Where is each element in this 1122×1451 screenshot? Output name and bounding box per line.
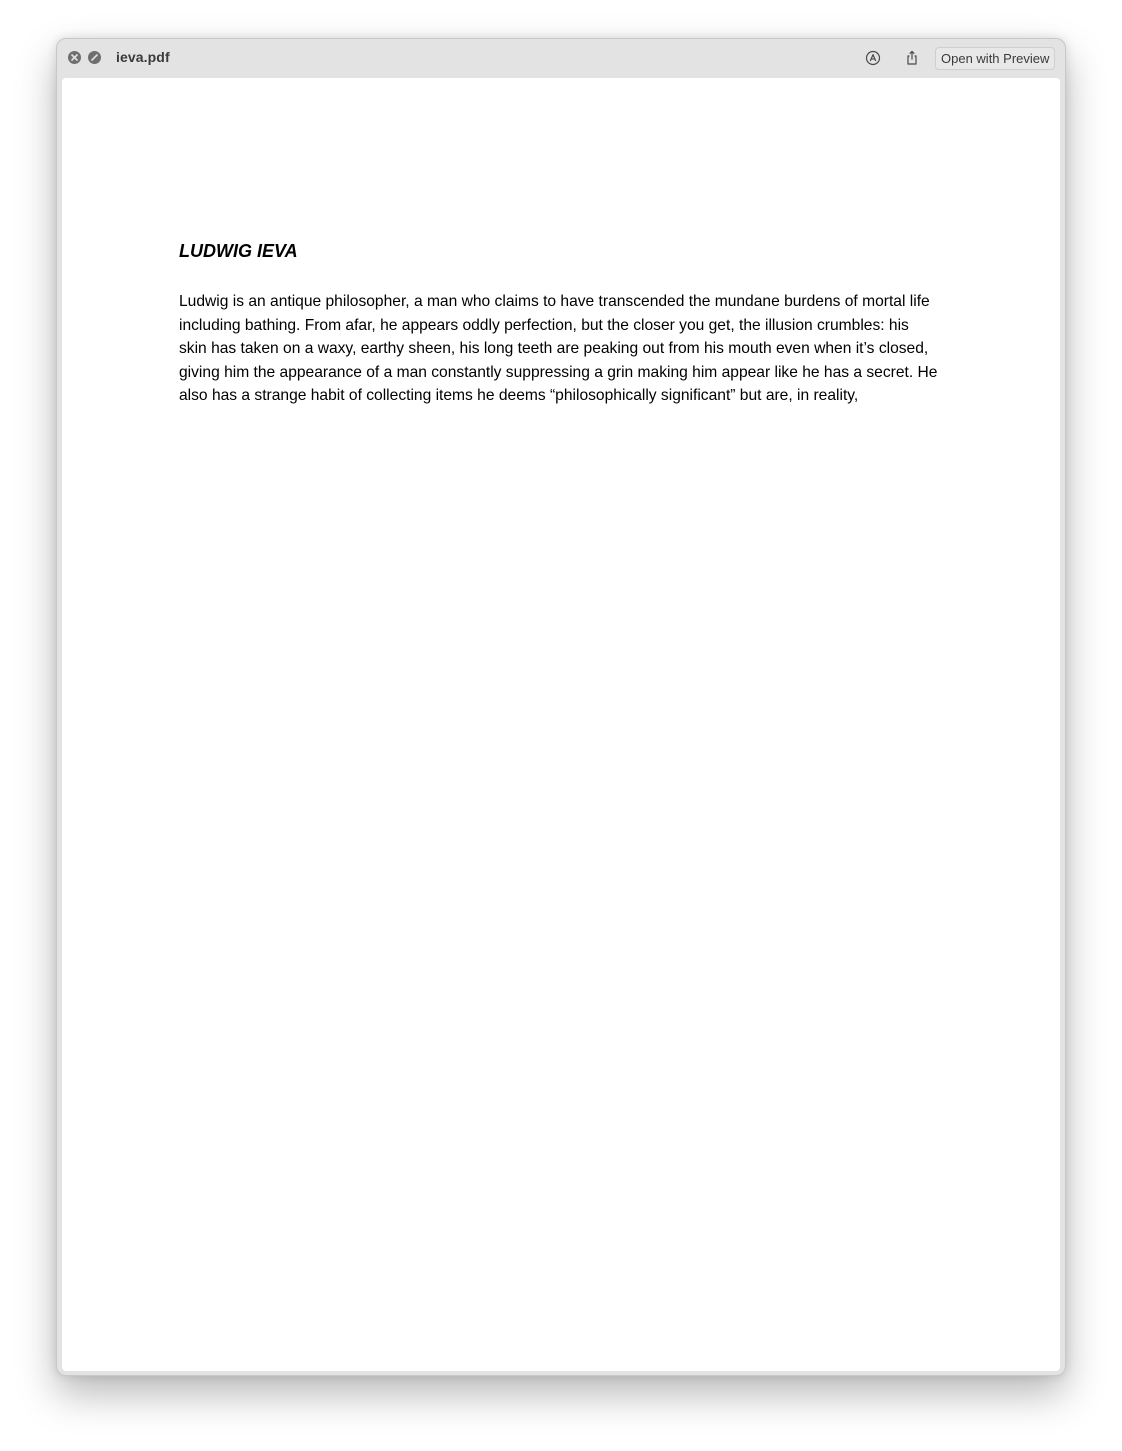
quicklook-window xyxy=(56,38,1066,1376)
close-icon xyxy=(68,51,81,64)
share-button[interactable] xyxy=(903,49,921,67)
fullscreen-icon xyxy=(88,51,101,64)
markup-button[interactable] xyxy=(864,49,882,67)
close-button[interactable] xyxy=(68,51,81,64)
title-bar[interactable] xyxy=(57,39,1065,77)
pdf-page xyxy=(62,78,1060,1371)
fullscreen-button[interactable] xyxy=(88,51,101,64)
document-heading: LUDWIG IEVA xyxy=(179,241,298,261)
document-body-text: Ludwig is an antique philosopher, a man who claims to have transcended the mundane burdens of mortal life including bathing. From afar, he appears oddly perfection, but the closer you get, the illusion crumbles: his skin has taken on a waxy, earthy sheen, his long teeth are peaking out from his mouth even when it’s closed, giving him the appearance of a man constantly suppressing a grin making him appear like he has a secret. He also has a strange habit of collecting items he deems “philosophically significant” but are, in reality, xyxy=(179,293,938,404)
markup-icon xyxy=(864,49,882,67)
share-icon xyxy=(903,49,921,67)
window-title: ieva.pdf xyxy=(116,49,170,65)
open-with-preview-button[interactable]: Open with Preview xyxy=(935,47,1055,70)
